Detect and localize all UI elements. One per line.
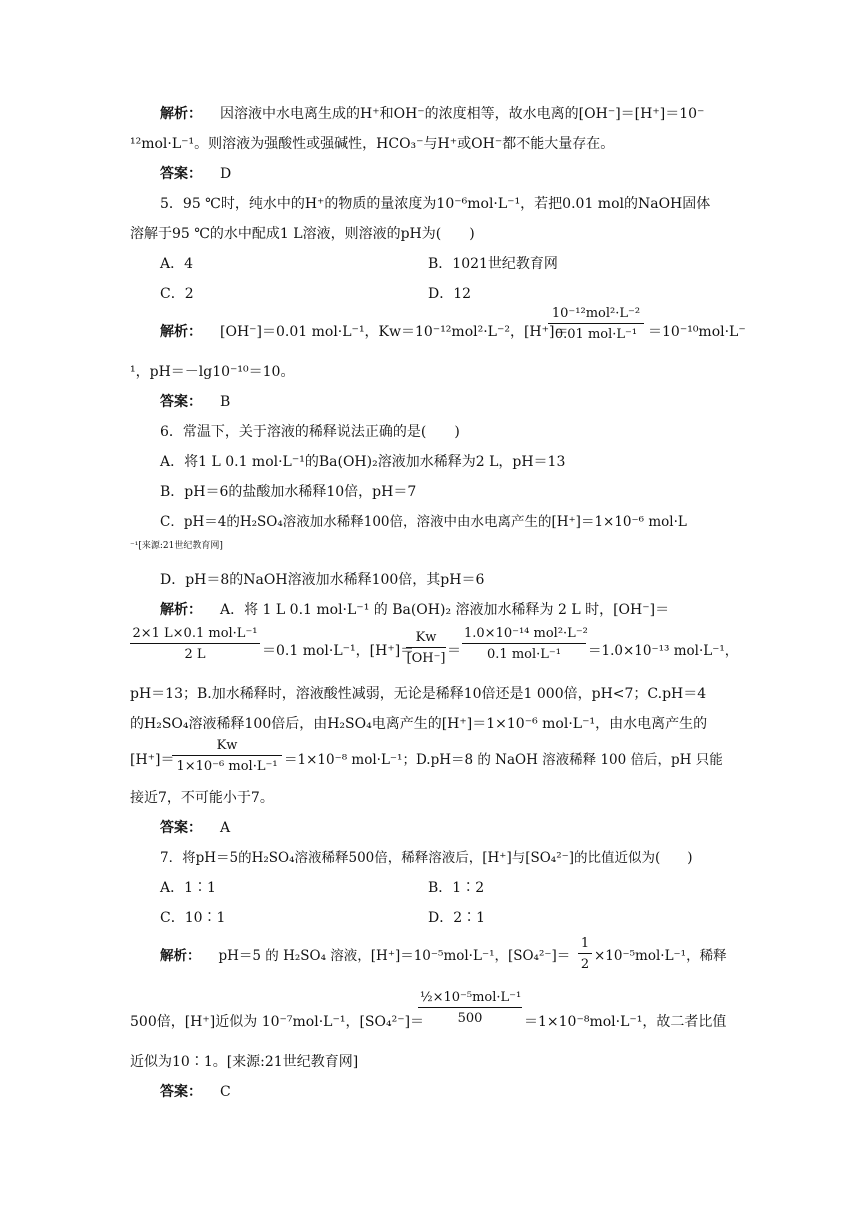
analysis-6-line-4: 的H₂SO₄溶液稀释100倍后，由H₂SO₄电离产生的[H⁺]＝1×10⁻⁶ mol·L⁻¹，由水电离产生的 (130, 716, 708, 732)
fraction-denominator: 0.1 mol·L⁻¹ (487, 647, 561, 662)
q6-option-c-cont: ⁻¹[来源:21世纪教育网] (130, 541, 223, 551)
fraction-half (578, 936, 592, 972)
answer-7 (160, 1082, 760, 1102)
analysis-1-line-2: ¹²mol·L⁻¹。则溶液为强酸性或强碱性，HCO₃⁻与H⁺或OH⁻都不能大量存在。 (130, 136, 615, 152)
equals-sign: ＝ (447, 643, 461, 659)
analysis-text: A．将 1 L 0.1 mol·L⁻¹ 的 Ba(OH)₂ 溶液加水稀释为 2 L 时，[OH⁻]＝ (220, 602, 670, 618)
q5-option-b: B．1021世纪教育网 (428, 256, 558, 272)
answer-1 (160, 164, 760, 184)
fraction-numerator: Kw (406, 630, 446, 648)
q6-option-b: B．pH＝6的盐酸加水稀释10倍，pH＝7 (160, 484, 417, 500)
analysis-label: 解析： (160, 948, 201, 964)
answer-5 (160, 392, 760, 412)
fraction-numerator: 1.0×10⁻¹⁴ mol²·L⁻² (462, 626, 586, 644)
answer-label: 答案： (160, 1084, 202, 1100)
analysis-5-result: ＝10⁻¹⁰mol·L⁻ (648, 324, 746, 340)
fraction-numerator: ½×10⁻⁵mol·L⁻¹ (418, 990, 522, 1008)
answer-label: 答案： (160, 166, 202, 182)
question-6-stem: 6．常温下，关于溶液的稀释说法正确的是( ) (160, 424, 460, 440)
analysis-text: 因溶液中水电离生成的H⁺和OH⁻的浓度相等，故水电离的[OH⁻]＝[H⁺]＝10⁻ (220, 106, 705, 122)
fraction-denominator: 2 (580, 957, 590, 972)
q7-option-c: C．10∶1 (160, 910, 226, 926)
q5-option-c: C．2 (160, 286, 194, 302)
answer-value: C (220, 1084, 231, 1100)
answer-value: B (220, 394, 231, 410)
analysis-6-line-1 (160, 600, 760, 620)
fraction-h-value (462, 626, 586, 662)
analysis-7-line-3: 近似为10∶1。[来源:21世纪教育网] (130, 1054, 359, 1070)
analysis-label: 解析： (160, 106, 202, 122)
question-5-line-2: 溶解于95 ℃的水中配成1 L溶液，则溶液的pH为( ) (130, 226, 475, 242)
analysis-6-mid: ＝0.1 mol·L⁻¹，[H⁺]＝ (262, 643, 415, 659)
fraction-oh-conc (130, 626, 260, 662)
fraction-kw-oh (406, 630, 446, 666)
analysis-7-line-1 (160, 946, 571, 966)
fraction-denominator: 0.01 mol·L⁻¹ (554, 327, 638, 342)
analysis-text: pH＝5 的 H₂SO₄ 溶液，[H⁺]＝10⁻⁵mol·L⁻¹，[SO₄²⁻]＝ (218, 948, 571, 964)
answer-value: A (220, 820, 231, 836)
fraction-numerator: 10⁻¹²mol²·L⁻² (548, 306, 644, 324)
fraction-kw-h (172, 738, 282, 774)
analysis-6-line-6: 接近7，不可能小于7。 (130, 790, 274, 806)
q6-option-c: C．pH＝4的H₂SO₄溶液加水稀释100倍，溶液中由水电离产生的[H⁺]＝1×10⁻⁶ mol·L (160, 514, 687, 530)
fraction-denominator: 1×10⁻⁶ mol·L⁻¹ (176, 759, 278, 774)
analysis-label: 解析： (160, 324, 202, 340)
fraction-numerator: Kw (172, 738, 282, 756)
analysis-6-post5: ＝1×10⁻⁸ mol·L⁻¹；D.pH＝8 的 NaOH 溶液稀释 100 倍后，pH 只能 (284, 752, 723, 768)
analysis-7-pre2: 500倍，[H⁺]近似为 10⁻⁷mol·L⁻¹，[SO₄²⁻]＝ (130, 1014, 425, 1030)
fraction-denominator: [OH⁻] (406, 651, 446, 666)
analysis-6-line-3: pH＝13；B.加水稀释时，溶液酸性减弱，无论是稀释10倍还是1 000倍，pH<7；C.pH＝4 (130, 686, 707, 702)
analysis-7-line-1-end: ×10⁻⁵mol·L⁻¹，稀释 (594, 948, 727, 964)
q7-option-a: A．1∶1 (160, 880, 216, 896)
q5-option-d: D．12 (428, 286, 472, 302)
question-7-stem: 7．将pH＝5的H₂SO₄溶液稀释500倍，稀释溶液后，[H⁺]与[SO₄²⁻]的比值近似为( ) (160, 850, 693, 866)
q6-option-a: A．将1 L 0.1 mol·L⁻¹的Ba(OH)₂溶液加水稀释为2 L，pH＝13 (160, 454, 566, 470)
analysis-7-post2: ＝1×10⁻⁸mol·L⁻¹，故二者比值 (524, 1014, 727, 1030)
q7-option-d: D．2∶1 (428, 910, 486, 926)
q7-option-b: B．1∶2 (428, 880, 485, 896)
question-5-line-1: 5．95 ℃时，纯水中的H⁺的物质的量浓度为10⁻⁶mol·L⁻¹，若把0.01 mol的NaOH固体 (160, 196, 711, 212)
answer-value: D (220, 166, 232, 182)
fraction-denominator: 2 L (184, 647, 206, 662)
q5-option-a: A．4 (160, 256, 194, 272)
analysis-6-end: ＝1.0×10⁻¹³ mol·L⁻¹， (588, 643, 739, 659)
fraction-h-conc (548, 306, 644, 342)
fraction-numerator: 1 (578, 936, 592, 954)
answer-label: 答案： (160, 820, 202, 836)
analysis-5-line-2: ¹，pH＝－lg10⁻¹⁰＝10。 (130, 364, 295, 380)
answer-6 (160, 818, 760, 838)
fraction-so4 (418, 990, 522, 1026)
fraction-numerator: 2×1 L×0.1 mol·L⁻¹ (130, 626, 260, 644)
q6-option-d: D．pH＝8的NaOH溶液加水稀释100倍，其pH＝6 (160, 572, 485, 588)
analysis-1-line-1 (160, 104, 760, 124)
analysis-5-line-1 (160, 322, 569, 342)
fraction-denominator: 500 (457, 1011, 483, 1026)
analysis-label: 解析： (160, 602, 202, 618)
analysis-text: [OH⁻]＝0.01 mol·L⁻¹，Kw＝10⁻¹²mol²·L⁻²，[H⁺]＝ (220, 324, 569, 340)
analysis-6-pre5: [H⁺]＝ (130, 752, 175, 768)
answer-label: 答案： (160, 394, 202, 410)
